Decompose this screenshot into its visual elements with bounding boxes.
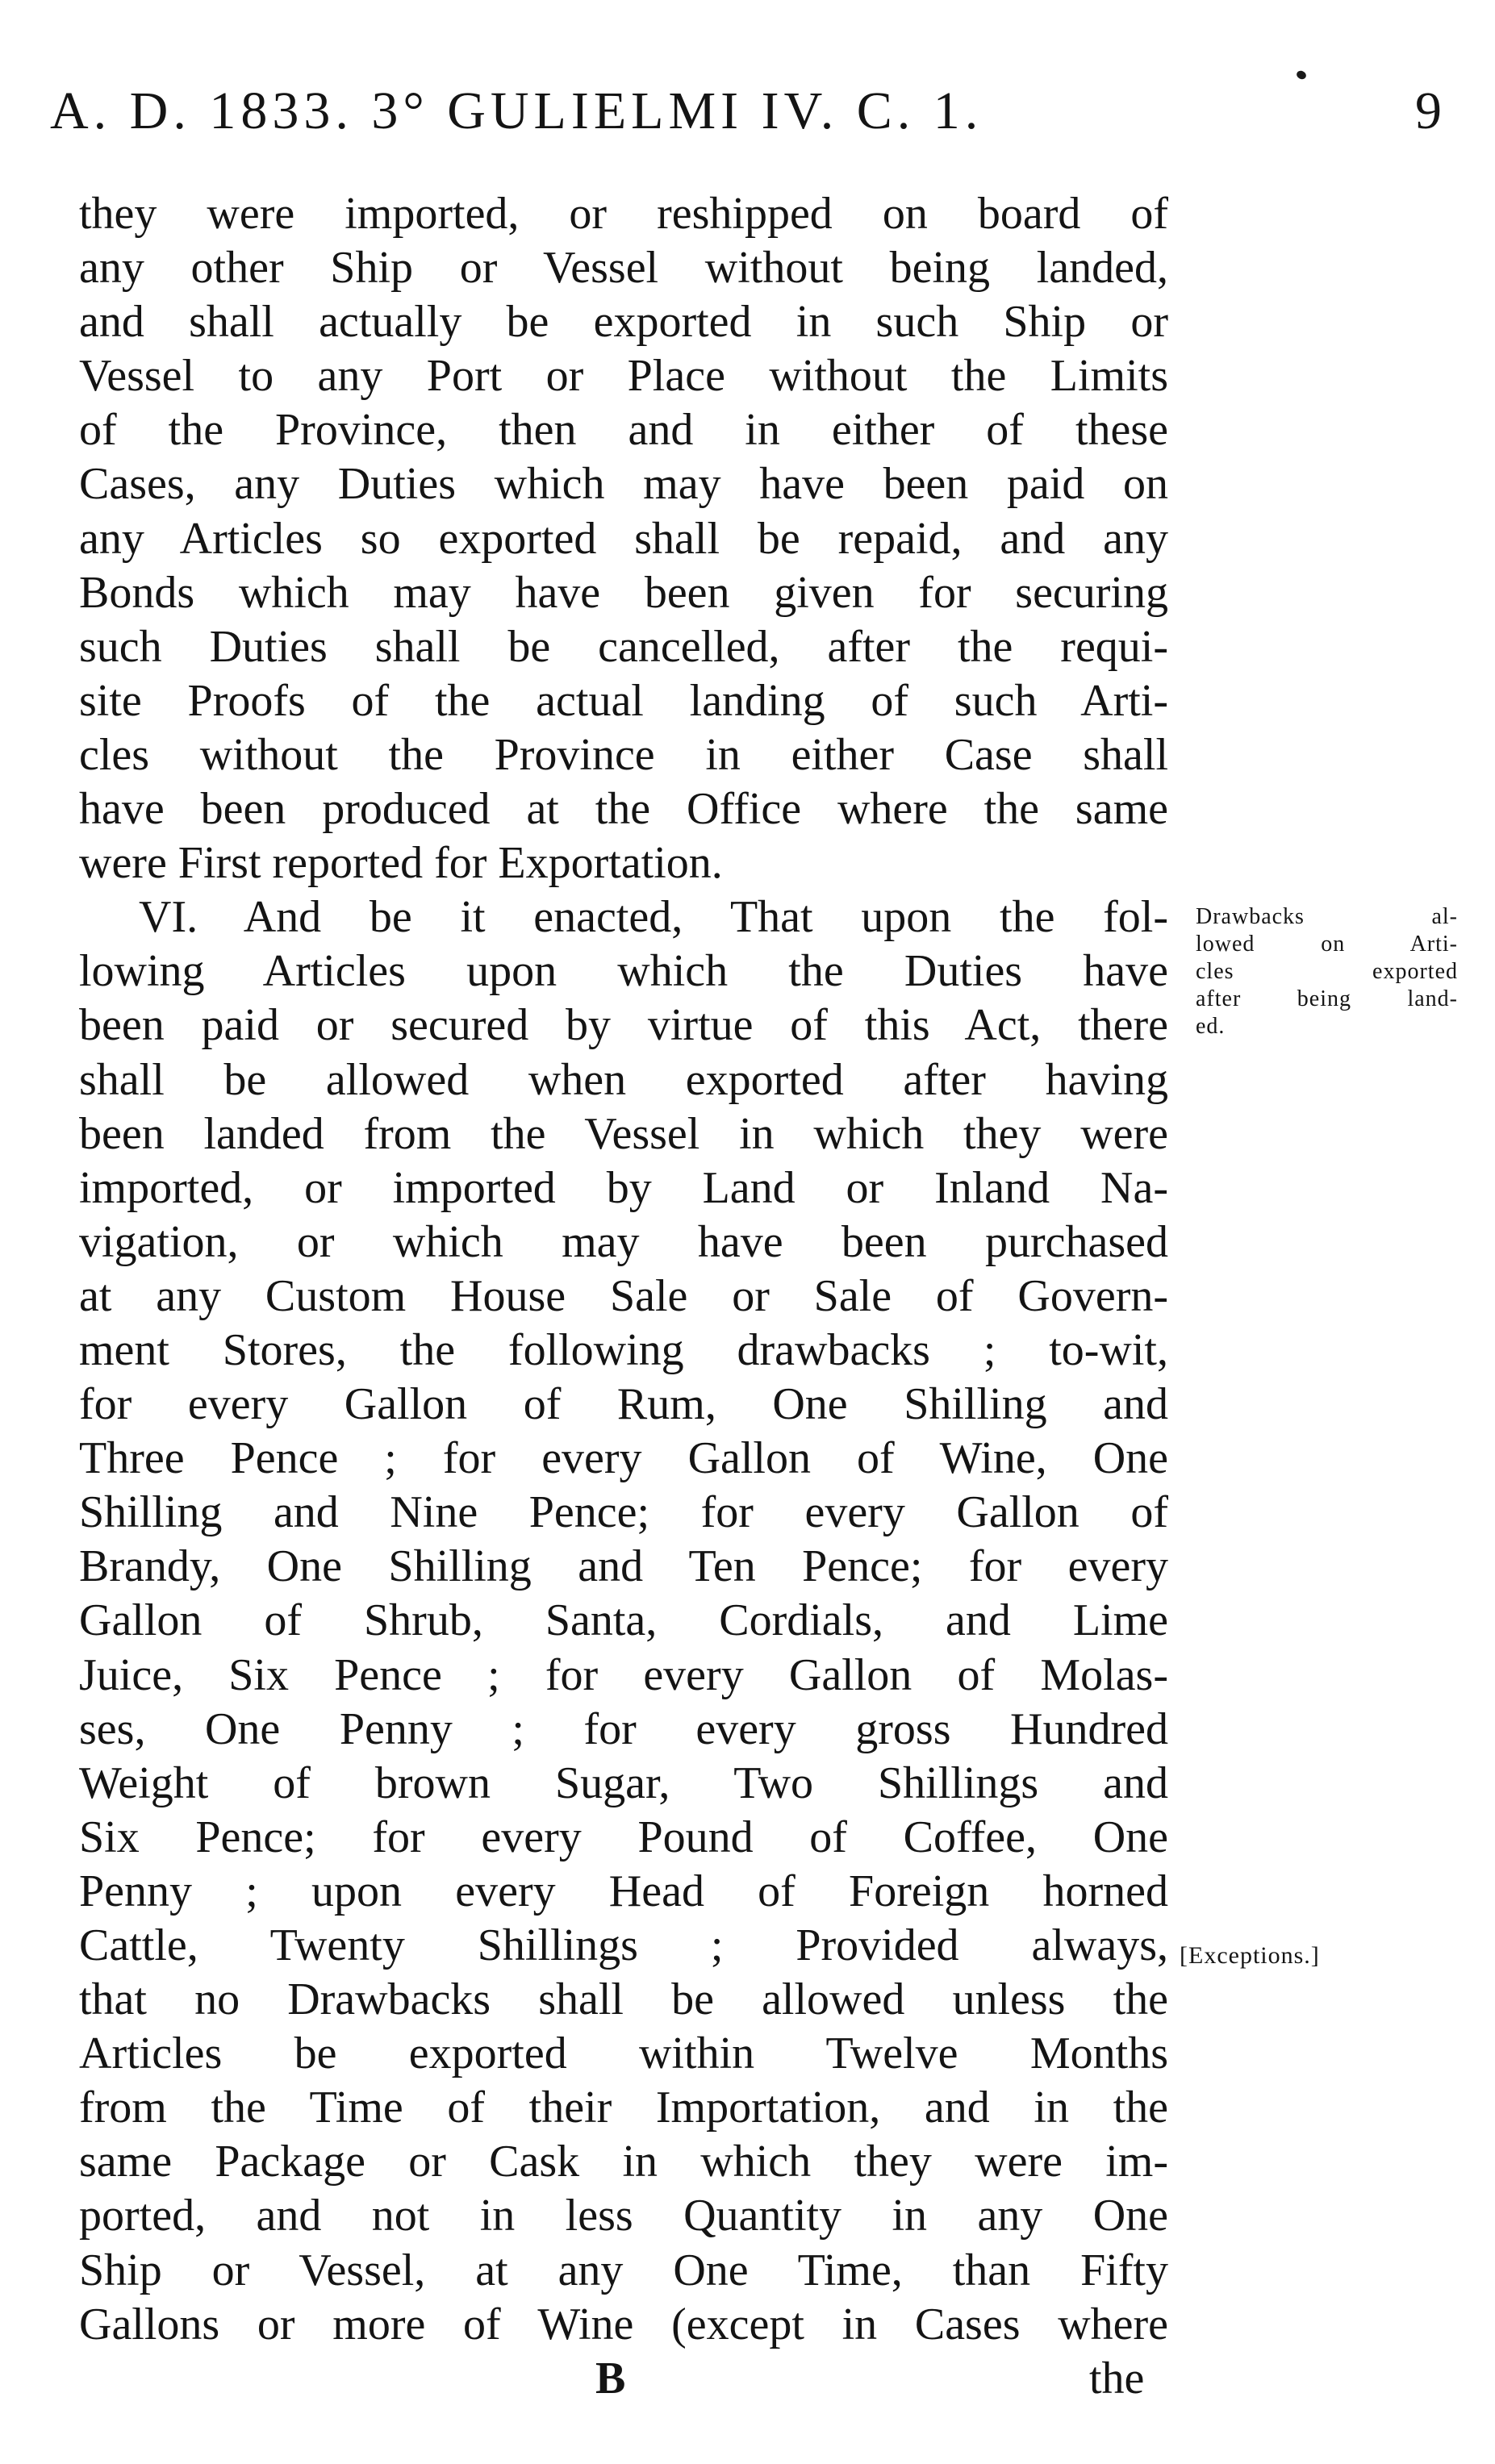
margin-note-line: ed. (1196, 1014, 1226, 1039)
text-line: Shilling and Nine Pence; for every Gallon of (79, 1487, 1168, 1538)
text-line: Gallons or more of Wine (except in Cases where (79, 2299, 1168, 2349)
text-line: vigation, or which may have been purchased (79, 1216, 1168, 1267)
text-line: ment Stores, the following drawbacks ; to-wit, (79, 1324, 1168, 1375)
text-line: ported, and not in less Quantity in any One (79, 2191, 1168, 2241)
text-line: for every Gallon of Rum, One Shilling and (79, 1379, 1168, 1430)
text-line: Bonds which may have been given for securing (79, 567, 1168, 618)
section-heading-line: VI. And be it enacted, That upon the fol- (139, 892, 1168, 943)
catchword: the (1089, 2354, 1145, 2404)
text-line: any Articles so exported shall be repaid, and any (79, 513, 1168, 564)
text-line: of the Province, then and in either of these (79, 405, 1168, 456)
text-line: been paid or secured by virtue of this Act, there (79, 1000, 1168, 1051)
text-line: such Duties shall be cancelled, after the requi- (79, 621, 1168, 672)
text-line: Vessel to any Port or Place without the Limits (79, 351, 1168, 402)
text-line: they were imported, or reshipped on board of (79, 189, 1168, 239)
text-line: Cases, any Duties which may have been paid on (79, 459, 1168, 510)
text-line: shall be allowed when exported after having (79, 1054, 1168, 1105)
margin-note-line: Drawbacks al- (1196, 904, 1458, 929)
text-line: Three Pence ; for every Gallon of Wine, One (79, 1433, 1168, 1484)
page-number: 9 (1415, 81, 1442, 140)
text-line: site Proofs of the actual landing of such Arti- (79, 675, 1168, 726)
text-line: imported, or imported by Land or Inland Na- (79, 1162, 1168, 1213)
text-line: Brandy, One Shilling and Ten Pence; for every (79, 1541, 1168, 1592)
text-line: Cattle, Twenty Shillings ; Provided always, (79, 1920, 1168, 1970)
text-line: from the Time of their Importation, and in the (79, 2083, 1168, 2133)
margin-note-line: cles exported (1196, 959, 1458, 984)
text-line: Ship or Vessel, at any One Time, than Fifty (79, 2245, 1168, 2295)
text-line: Penny ; upon every Head of Foreign horned (79, 1866, 1168, 1916)
margin-note-line: after being land- (1196, 986, 1458, 1011)
margin-note-drawbacks (1196, 903, 1458, 1040)
text-line: Six Pence; for every Pound of Coffee, One (79, 1812, 1168, 1862)
text-line: were First reported for Exportation. (79, 838, 723, 889)
text-line: Gallon of Shrub, Santa, Cordials, and Lime (79, 1595, 1168, 1646)
text-line: same Package or Cask in which they were im- (79, 2137, 1168, 2187)
text-line: that no Drawbacks shall be allowed unless the (79, 1974, 1168, 2025)
statute-text (79, 187, 1168, 2352)
text-line: lowing Articles upon which the Duties have (79, 946, 1168, 997)
page-header (0, 81, 1495, 145)
margin-note-exceptions: [Exceptions.] (1180, 1942, 1320, 1969)
text-line: ses, One Penny ; for every gross Hundred (79, 1703, 1168, 1754)
text-line: any other Ship or Vessel without being landed, (79, 243, 1168, 294)
text-line: Juice, Six Pence ; for every Gallon of Molas- (79, 1649, 1168, 1700)
text-line: at any Custom House Sale or Sale of Govern- (79, 1270, 1168, 1321)
text-line: Articles be exported within Twelve Months (79, 2028, 1168, 2079)
margin-note-line: lowed on Arti- (1196, 932, 1458, 957)
text-line: cles without the Province in either Case shall (79, 729, 1168, 780)
text-line: Weight of brown Sugar, Two Shillings and (79, 1757, 1168, 1808)
text-line: have been produced at the Office where the same (79, 784, 1168, 835)
ink-speck (1295, 69, 1307, 81)
running-title: A. D. 1833. 3° GULIELMI IV. C. 1. (50, 81, 983, 140)
text-line: and shall actually be exported in such Ship or (79, 297, 1168, 348)
signature-mark: B (595, 2354, 626, 2404)
text-line: been landed from the Vessel in which they were (79, 1108, 1168, 1159)
